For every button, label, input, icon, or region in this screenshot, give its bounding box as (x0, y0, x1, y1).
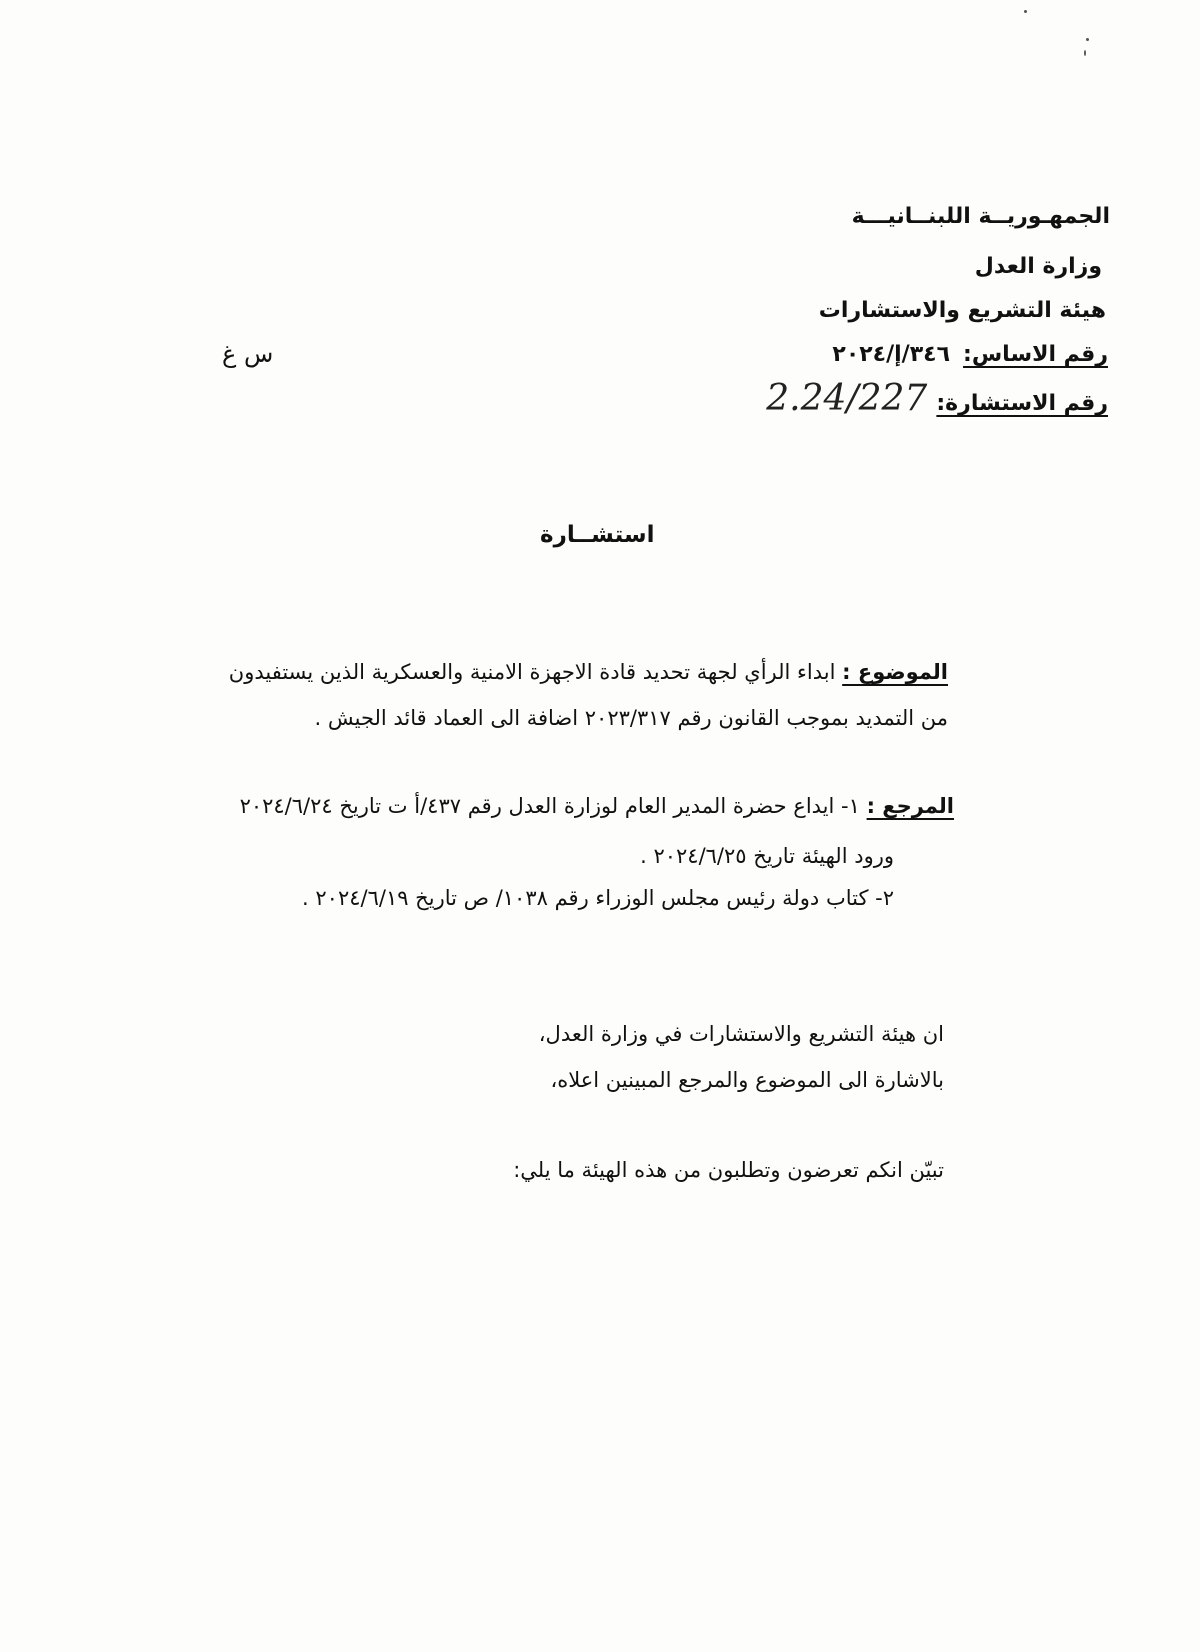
base-number-label: رقم الاساس: (963, 342, 1108, 367)
republic-heading: الجمهـوريــة اللبنــانيـــة (851, 204, 1110, 229)
consultation-number-handwritten: 2.24/227 (766, 378, 928, 419)
reference-item-2: ٢- كتاب دولة رئيس مجلس الوزراء رقم ١٠٣٨/ ص تاريخ ٢٠٢٤/٦/١٩ . (302, 886, 894, 910)
subject-line-2: من التمديد بموجب القانون رقم ٢٠٢٣/٣١٧ اضافة الى العماد قائد الجيش . (314, 706, 948, 730)
body-para-2: تبيّن انكم تعرضون وتطلبون من هذه الهيئة ما يلي: (513, 1158, 944, 1182)
ministry-heading: وزارة العدل (974, 254, 1102, 279)
base-number-line (832, 342, 1108, 367)
authority-heading: هيئة التشريع والاستشارات (818, 298, 1106, 323)
subject-label: الموضوع : (842, 660, 948, 684)
consultation-number-line (766, 378, 1108, 419)
document-title: استشــارة (540, 522, 655, 548)
initials: س غ (222, 340, 274, 368)
body-para-1-line-2: بالاشارة الى الموضوع والمرجع المبينين اعلاه، (550, 1068, 944, 1092)
reference-item-1: ١- ايداع حضرة المدير العام لوزارة العدل رقم ٤٣٧/أ ت تاريخ ٢٠٢٤/٦/٢٤ (239, 794, 860, 818)
consultation-number-label: رقم الاستشارة: (936, 391, 1108, 416)
subject-text-1: ابداء الرأي لجهة تحديد قادة الاجهزة الامنية والعسكرية الذين يستفيدون (228, 660, 836, 684)
reference-line-1 (240, 794, 954, 818)
base-number-value: ٣٤٦/إ/٢٠٢٤ (832, 342, 951, 367)
reference-label: المرجع : (866, 794, 954, 818)
subject-line-1 (229, 660, 948, 684)
reference-line-2: ورود الهيئة تاريخ ٢٠٢٤/٦/٢٥ . (640, 844, 894, 868)
body-para-1-line-1: ان هيئة التشريع والاستشارات في وزارة العدل، (538, 1022, 944, 1046)
